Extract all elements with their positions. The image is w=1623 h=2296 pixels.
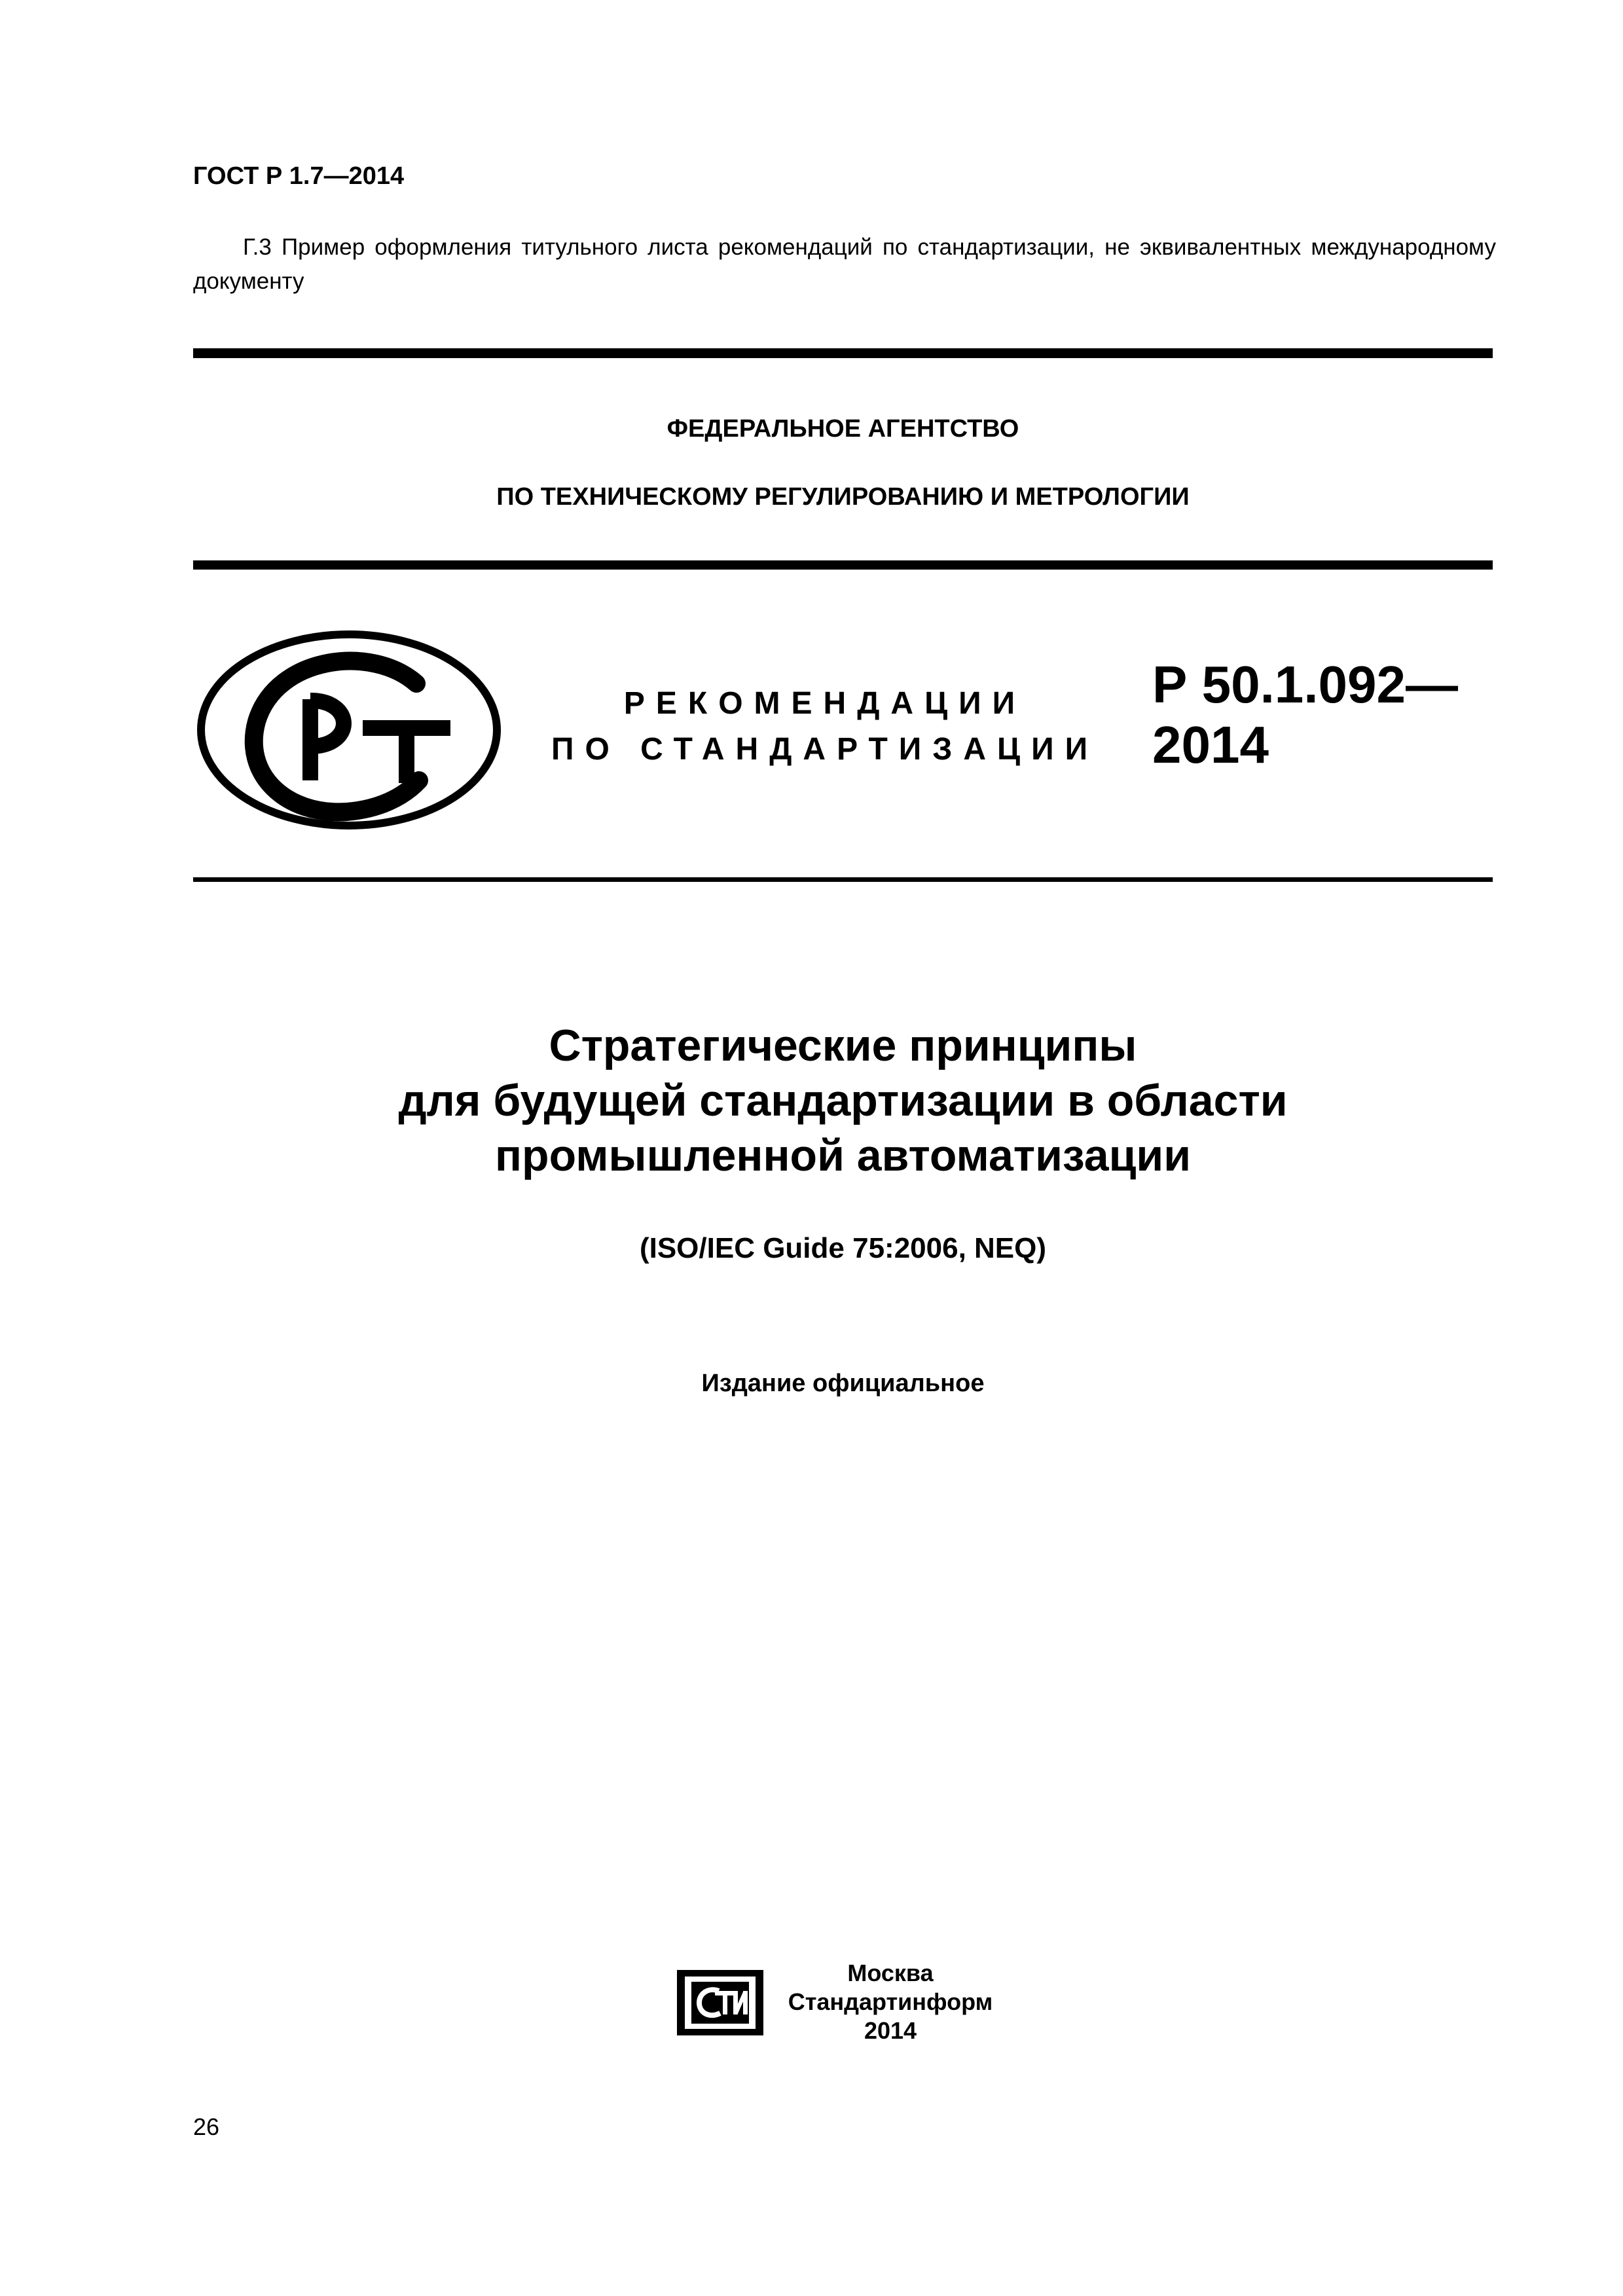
- bottom-rule: [193, 877, 1493, 882]
- designation-number: Р 50.1.092—: [1152, 655, 1458, 714]
- publisher-block: [786, 1959, 995, 2045]
- document-title: [193, 1018, 1493, 1183]
- agency-line-1: ФЕДЕРАЛЬНОЕ АГЕНТСТВО: [666, 415, 1019, 443]
- intro-paragraph: Г.3 Пример оформления титульного листа рекомендаций по стандартизации, не эквивалентных международному документу: [193, 234, 1496, 294]
- standartinform-logo-icon: [676, 1966, 773, 2039]
- title-line-1: Стратегические принципы: [549, 1021, 1137, 1070]
- designation-block: [1152, 655, 1458, 775]
- document-code: ГОСТ Р 1.7—2014: [193, 162, 405, 190]
- recommendation-line-2: ПО СТАНДАРТИЗАЦИИ: [551, 732, 1099, 767]
- title-line-2: для будущей стандартизации в области: [398, 1076, 1288, 1125]
- publisher-year: 2014: [864, 2017, 917, 2044]
- title-line-3: промышленной автоматизации: [494, 1131, 1192, 1180]
- rst-mark-icon: [195, 629, 503, 831]
- recommendation-block: [537, 681, 1113, 773]
- page-number: 26: [193, 2113, 220, 2140]
- middle-rule: [193, 560, 1493, 570]
- publisher-city: Москва: [847, 1959, 934, 1986]
- publisher-name: Стандартинформ: [788, 1988, 993, 2015]
- designation-year: 2014: [1152, 716, 1269, 774]
- top-rule: [193, 348, 1493, 358]
- equivalence-note: (ISO/IEC Guide 75:2006, NEQ): [639, 1232, 1047, 1264]
- edition-label: Издание официальное: [701, 1370, 985, 1397]
- agency-line-2: ПО ТЕХНИЧЕСКОМУ РЕГУЛИРОВАНИЮ И МЕТРОЛОГИИ: [496, 483, 1190, 511]
- recommendation-line-1: РЕКОМЕНДАЦИИ: [623, 686, 1027, 721]
- sti-logo-text: СТИ: [676, 1966, 678, 1967]
